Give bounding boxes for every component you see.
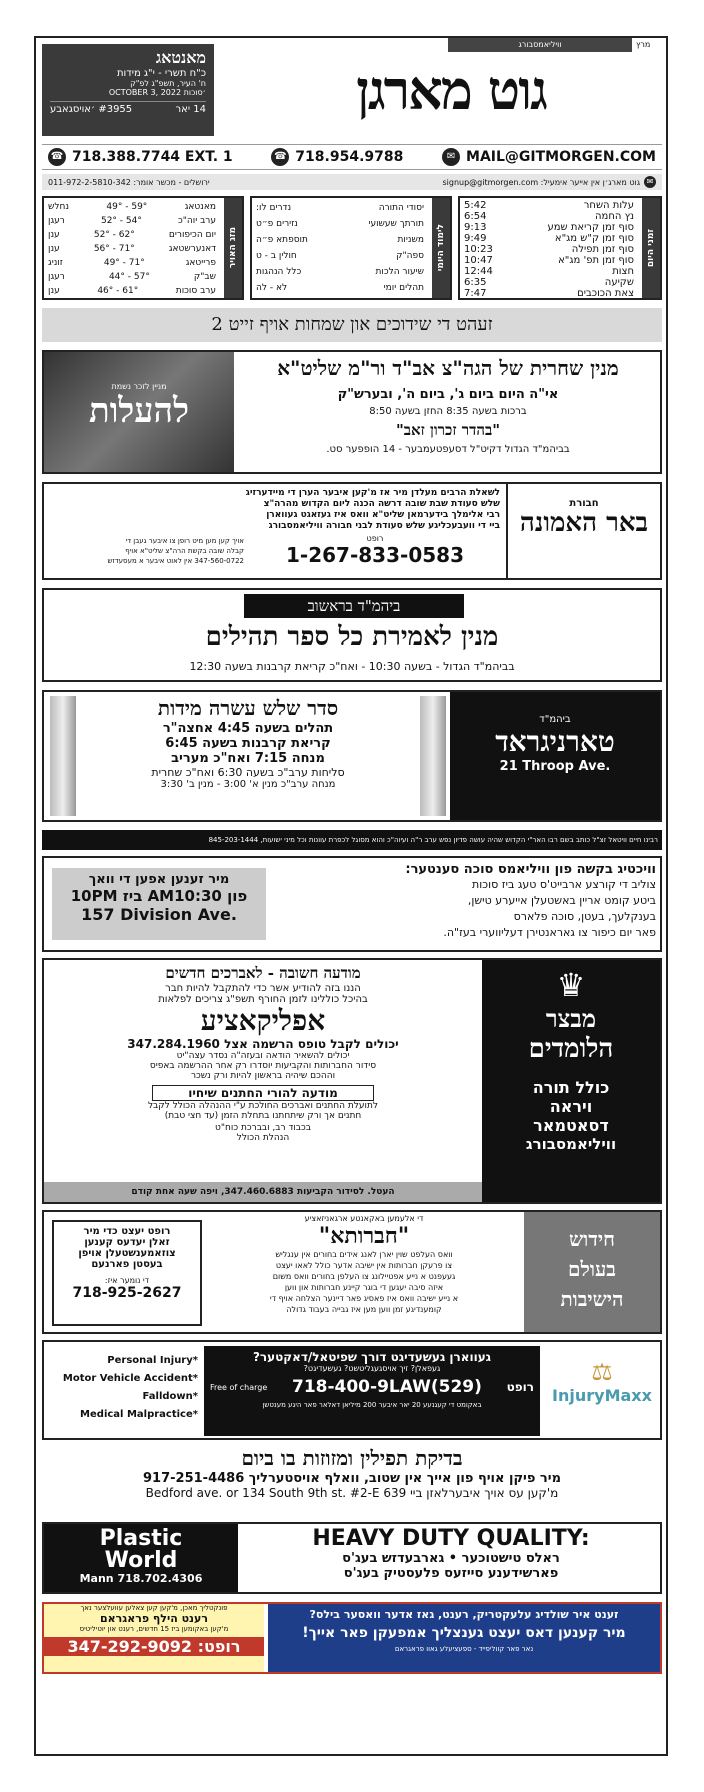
ad6-content [48, 964, 478, 1143]
ad1-logo-small: מניין לזכר נשמת [111, 382, 167, 391]
ad1-content [238, 356, 658, 455]
ad4-title: סדר שלש עשרה מידות [157, 696, 339, 720]
ad3-title: מנין לאמירת כל ספר תהילים [205, 622, 499, 652]
ad1-line4: בביהמ"ד הגדול דקיט"ל דסעפטעמבער - 14 הופפער סט. [326, 444, 570, 455]
weather-cell: נחלש [48, 202, 69, 212]
weather-cell: 54° - 52° [100, 216, 142, 226]
ad8-service1: Personal Injury* [107, 1355, 198, 1366]
weather-cell: 57° - 44° [108, 272, 150, 282]
zmanim-cell: עלות השחר [583, 200, 634, 211]
ad5-hours-line1: מיר זענען אפען די וואך [88, 872, 230, 887]
mail-icon: ✉ [644, 176, 656, 188]
ad1-title: מנין שחרית של הגה"צ אב"ד ור"מ שליט"א [277, 356, 619, 380]
ad7-line1: וואס העלפט שוין יארן לאנג אידים בחורים אין ענגליש [275, 1250, 453, 1259]
ad3-line: בביהמ"ד הגדול - בשעה 10:30 - ואח"כ קריאת קרבנות בשעה 12:30 [189, 660, 515, 673]
ad8-question: געווארן געשעדיגט דורך שפיטאל/דאקטער? [252, 1350, 492, 1364]
ad11-right-small: נאר פאר קווליפייד - ספעציעלע גאוו פראגראם [394, 1645, 534, 1653]
learning-cell: ספה"ק [396, 251, 424, 261]
weather-row [48, 242, 216, 256]
ad5-hours-box [52, 868, 266, 940]
ad2-contact-label: רופט [366, 534, 384, 543]
zmanim-row [464, 200, 634, 211]
weather-cell: ענן [48, 286, 60, 296]
weather-row [48, 270, 216, 284]
learning-cell: כלל הנהגות [256, 267, 302, 277]
phone-main[interactable]: 718.388.7744 EXT. 1 [72, 149, 233, 165]
ad7-box-label: די נומער איז: [104, 1276, 150, 1285]
ad-tarnigrad [42, 690, 662, 822]
tag: מרץ [636, 40, 651, 49]
ad4-line2: קריאת קרבנות בשעה 6:45 [165, 736, 331, 751]
learning-cell: תורתך שעשועי [368, 219, 424, 229]
learning-cell: תהלים יומי [383, 283, 424, 293]
zmanim-cell: 10:47 [464, 255, 493, 266]
ad1-line3: "בהדר זכרון זאב" [395, 421, 501, 439]
ad-tehillim [42, 588, 662, 682]
ad2-line7: 347-560-0722 אין לאוט איבער א מעסעדזש [107, 557, 244, 565]
ad6-side-line1: כולל תורה [532, 1078, 610, 1097]
ad10-logo2: World [104, 1548, 178, 1573]
zmanim-row [464, 288, 634, 299]
learning-cell: נדרים לו: [256, 203, 292, 213]
ad-minyan-shacharis [42, 350, 662, 474]
zmanim-cell: 6:35 [464, 277, 487, 288]
pidyon-strip: רבינו חיים וויטאל זצ"ל כותב בשם רבו האר"י הקדוש שהיה עושה פדיון נפש ערב ר"ה ועיוה"כ והוא מסוגל לכפרת עוונות וכל מיני ישועות, 845-203-1444 [42, 830, 662, 850]
ad7-side2: בעולם [568, 1257, 616, 1281]
ad11-right-line2: מיר קענען דאס יעצט גענצליך אמפעקן פאר אייך! [302, 1625, 626, 1641]
ad4-line1: תהלים בשעה 4:45 אחצה"ר [162, 721, 334, 736]
weather-cell: ענן [48, 230, 60, 240]
signup-email[interactable]: signup@gitmorgen.com :גוט מארג׳ן אין אייער אימעיל [442, 177, 640, 187]
crown-icon: ♛ [556, 966, 586, 1004]
ad6-intro2: בהיכל כוללינו לזמן החורף תשפ"ג צריכים לפלאות [158, 994, 368, 1005]
ad7-box-line4: בעסטן פארנעם [91, 1259, 163, 1270]
ad7-small-title: די אלעמען באקאנטע ארגאניזאציע [304, 1214, 424, 1223]
weather-cell: מאנטאג [184, 202, 216, 212]
ad2-logo-big: באר האמונה [519, 508, 649, 538]
ad1-logo-text: להעלות [88, 391, 190, 431]
zmanim-cell: 6:54 [464, 211, 487, 222]
issue-info-box [42, 44, 214, 136]
ad10-line1: ראלס טישטוכער • גארבעדזש בעג'ס [342, 1551, 560, 1566]
ad-sukkah-center [42, 856, 662, 952]
ad11-left-phone[interactable]: 347-292-9092 [67, 1637, 193, 1656]
weather-cell: זוניג [48, 258, 63, 268]
ad7-line2: צו פרעקן חברותות אין ישיבה אדער כולל לאאו יעצט [275, 1261, 453, 1270]
weather-cell: רעגן [48, 216, 65, 226]
ad10-content [244, 1526, 658, 1581]
ad7-side1: חידוש [569, 1227, 615, 1251]
ad7-box [52, 1220, 202, 1326]
ad7-box-line3: צוזאמענשטעלן אויפן [78, 1248, 176, 1259]
ad6-logo-small: מבצר [545, 1004, 597, 1033]
ad-tefillin [42, 1446, 662, 1516]
ad7-side [524, 1212, 660, 1332]
learning-row [256, 264, 424, 280]
ad5-line1: צוליב די קורצע ארבייט'ס טעג ביז סוכות [472, 878, 656, 891]
ad6-footer: העטל. לסידור הקביעות 347.460.6883, ויפה שעה אחת קודם [44, 1182, 482, 1202]
zmanim-cell: 9:49 [464, 233, 487, 244]
zmanim-cell: 12:44 [464, 266, 493, 277]
weather-cell: 71° - 49° [103, 258, 145, 268]
ad2-footnote [48, 536, 244, 566]
ad10-logo1: Plastic [99, 1526, 183, 1551]
ad6-side-line2: ויראה [549, 1097, 593, 1116]
ad8-small: באקומט די קעגנעע 20 יאר איבער 200 מיליאן דאלאר פאר היגע מענטשן [262, 1401, 482, 1409]
zmanim-cell: צאת הכוכבים [577, 288, 634, 299]
weather-box [42, 196, 244, 300]
ad6-sign2: הנהלת הכולל [236, 1133, 290, 1143]
ad6-notice1: לתועלת החתנים ואברכים החולכת ע"י ההנהלה הכולל לקבל [147, 1101, 379, 1111]
ad4-logo-big: טארניגראד [495, 725, 615, 758]
ad10-phone[interactable]: Mann 718.702.4306 [79, 1572, 203, 1585]
ad5-line3: בענקלעך, בעטן, סוכה פלארס [513, 910, 656, 923]
ad7-content [208, 1214, 520, 1315]
ad10-logo [44, 1524, 238, 1592]
zmanim-row [464, 233, 634, 244]
zmanim-row [464, 266, 634, 277]
mail-icon: ✉ [442, 148, 460, 166]
ad7-line4: איזה סיבה יעגען די בוגר קיינע חברותות און ווען [284, 1283, 444, 1292]
ad-chavrusa [42, 1210, 662, 1334]
phone-icon: ☎ [48, 148, 66, 166]
ad-mivtzar-halomdim [42, 958, 662, 1204]
ad8-contact-label: רופט [506, 1380, 534, 1394]
ad7-box-line2: זאלן יעדעס קענען [84, 1237, 170, 1248]
zmanim-table [460, 198, 638, 301]
learning-box [250, 196, 452, 300]
issue-line-3: OCTOBER 3, 2022 ׳סוכות [108, 88, 206, 97]
ad11-left [44, 1604, 264, 1672]
zmanim-cell: נץ החמה [595, 211, 634, 222]
zmanim-cell: 5:42 [464, 200, 487, 211]
ad11-left-title: רענט הילף פראגראם [99, 1612, 208, 1625]
weather-label: מזג האויר [228, 227, 238, 269]
issue-line-1: כ"ח תשרי - י"ג מידות [116, 68, 206, 79]
brand-small: וויליאמסבורג [518, 40, 562, 49]
learning-cell: חולין ב - ט [256, 251, 297, 261]
weather-cell: 61° - 46° [97, 286, 139, 296]
zmanim-cell: 9:13 [464, 222, 487, 233]
masthead-title: גוט מארגן [356, 58, 546, 122]
weather-table [44, 198, 220, 300]
learning-row [256, 280, 424, 296]
ad6-detail3: וההכם שיהיה בראשון להיות ורק נשכר [190, 1071, 336, 1081]
ad1-logo [44, 352, 234, 472]
ad2-line2: שלש סעודת שבת שובה דרשה הכנה ליום הקדוש מהרה"צ [263, 499, 500, 509]
ad2-line4: ביי די וועבעכליגע שלש סעודת לבני חבורה וויליאמסבורג [268, 521, 500, 531]
ad9-title: בדיקת תפילין ומזוזות בו ביום [241, 1446, 463, 1470]
ad7-side3: הישיבות [560, 1287, 624, 1311]
ad8-service2: Motor Vehicle Accident* [62, 1373, 198, 1384]
ad8-free: Free of charge [210, 1382, 268, 1392]
ad6-notice-title: מודעה להורי החתנים שיחיו [152, 1085, 374, 1101]
weather-cell: ערב סוכות [175, 286, 216, 296]
zmanim-row [464, 244, 634, 255]
ad6-side-line3: דסאטמאר [533, 1116, 609, 1135]
ad8-content [204, 1346, 540, 1436]
ad7-box-phone[interactable]: 718-925-2627 [72, 1285, 182, 1301]
ad8-logo [544, 1358, 660, 1405]
zmanim-cell: סוף זמן ק"ש מג"א [554, 233, 634, 244]
ad11-left-label: רופט: [197, 1637, 241, 1656]
weather-cell: 59° - 49° [106, 202, 148, 212]
shidduchim-banner[interactable]: זעהט די שידוכים און שמחות אויף זייט 2 [42, 308, 662, 342]
zmanim-row [464, 211, 634, 222]
contact-row [42, 144, 662, 170]
weather-cell: שב"ק [193, 272, 216, 282]
ad5-line4: פאר יום כיפור צו גאראנטירן דעליווערי בעז"ה. [443, 926, 656, 939]
ad5-content [280, 862, 656, 941]
zmanim-row [464, 222, 634, 233]
zmanim-row [464, 255, 634, 266]
ad11-left-small2: מ'קען באקומען ביז 15 חדשים, רענט און יוטיליטיס [79, 1625, 229, 1633]
issue-number: #3955 ׳אויסגאבע [50, 104, 133, 115]
issue-date: 14 יאר [175, 104, 206, 115]
ad8-phone[interactable]: 718-400-9LAW(529) [291, 1377, 482, 1397]
ad5-hours-line2: פון AM10:30 ביז 10PM [70, 887, 248, 905]
ad7-title: "חברותא" [318, 1223, 410, 1249]
ad4-line5: מנחה ערב"כ מנין א' 3:00 - מנין ב' 3:30 [160, 779, 336, 790]
zmanim-cell: סוף זמן תפילה [571, 244, 634, 255]
ad-rent-help [42, 1602, 662, 1674]
ad2-line1: לשאלת הרבים מעלדן מיר אז מ'קען איבער הערן די מיידערזיג [245, 488, 500, 498]
learning-cell: לא - לה [256, 283, 288, 293]
weather-cell: רעגן [48, 272, 65, 282]
ad2-phone[interactable]: 1-267-833-0583 [286, 543, 464, 567]
learning-row [256, 200, 424, 216]
ad9-line1: מיר פיקן אויף פון אייך אין שטוב, וואלף אויסטערליך 917-251-4486 [143, 1471, 561, 1486]
ad5-line2: ביטע קומט אריין באשטעלן אייערע טישן, [467, 894, 656, 907]
ad9-line2: מ'קען עס אויך איבערלאזן ביי 639 Bedford ave. or 134 South 9th st. #2-E [145, 1486, 559, 1500]
learning-cell: נזירים פ״ט [256, 219, 298, 229]
ad7-box-line1: רופט יעצט כדי מיר [83, 1226, 171, 1237]
ad1-line2: ברכות בשעה 8:35 החזן בשעה 8:50 [369, 406, 527, 417]
injury-logo-icon: ⚖ [591, 1358, 613, 1386]
ad8-logo-text: InjuryMaxx [552, 1386, 652, 1405]
brand-strip [448, 38, 632, 52]
ad8-services [48, 1352, 198, 1424]
weather-cell: ערב יוה"כ [177, 216, 216, 226]
ad1-line1: אי"ה היום ביום ג', ביום ה', ובערש"ק [337, 387, 559, 402]
ad7-line5: א נייע ישיבה וואס איז פאסיג פאר דיינער הצלחה אויף די [269, 1294, 459, 1303]
ad5-address: 157 Division Ave. [81, 905, 237, 924]
email-link[interactable]: MAIL@GITMORGEN.COM [466, 149, 656, 165]
zmanim-label: זמני היום [646, 228, 656, 268]
learning-label: לימוד היומי [436, 224, 446, 272]
weather-row [48, 256, 216, 270]
ad10-headline: HEAVY DUTY QUALITY: [312, 1526, 590, 1551]
learning-cell: שיעור הלכות [375, 267, 424, 277]
ad2-line3: רבי אלימלך בידערמאן שליט"א וואס איז געזאגט געווארן [266, 510, 500, 520]
issue-day: מאנטאג [155, 48, 206, 67]
ad11-left-small: פונקטליך מאכן, מ'קען קען צאלען עוועלצער נאך [80, 1604, 228, 1612]
issue-line-2: ח' העיר, תשפ"ג לפ"ק [130, 79, 206, 88]
ad2-logo-small: חבורת [569, 498, 599, 509]
pillar-left [50, 696, 76, 816]
zmanim-row [464, 277, 634, 288]
phone-icon: ☎ [271, 148, 289, 166]
zmanim-cell: שקיעה [604, 277, 634, 288]
ad2-line6: קבלה שובה בקשת הרה"צ שליט"א אויף [125, 547, 244, 555]
learning-row [256, 216, 424, 232]
ad10-line2: פארשידענע סייזעס פלעסטיק בעג'ס [343, 1566, 559, 1581]
ad6-sign1: בכבוד רב, ובברכת כוח"ט [215, 1123, 311, 1133]
weather-cell: ענן [48, 244, 60, 254]
phone-secondary[interactable]: 718.954.9788 [295, 149, 404, 165]
zmanim-cell: סוף זמן קריאת שמע [547, 222, 634, 233]
learning-row [256, 232, 424, 248]
ad7-line3: געעפנט א נייע אפטיילונג צו העלפן בחורים וואס משום [272, 1272, 456, 1281]
pillar-right [420, 696, 446, 816]
zmanim-cell: חצות [612, 266, 634, 277]
ad4-line4: סליחות ערב"כ בשעה 6:30 ואח"כ שחרית [151, 766, 345, 779]
weather-cell: דאנערשטאג [168, 244, 216, 254]
zmanim-box [458, 196, 662, 300]
signup-row [42, 174, 662, 190]
weather-cell: 62° - 52° [93, 230, 135, 240]
zmanim-cell: 7:47 [464, 288, 487, 299]
weather-row [48, 214, 216, 228]
ad6-logo [482, 960, 660, 1202]
ad4-line3: מנחה 7:15 ואח"כ מעריב [171, 751, 325, 766]
israel-phone: 011-972-2-5810-342 :ירושלים - מכשר אומר [48, 177, 210, 187]
ad2-content [48, 488, 500, 532]
weather-row [48, 284, 216, 298]
ad11-right [268, 1604, 660, 1672]
ad4-logo [450, 692, 660, 820]
learning-cell: משניות [397, 235, 424, 245]
ad4-address: 21 Throop Ave. [499, 759, 611, 774]
zmanim-cell: 10:23 [464, 244, 493, 255]
ad6-intro1: הננו בזה להודיע אשר כדי להתקבל להיות חבר [165, 983, 361, 994]
ad6-detail2: סידור החברותות והקביעות יוסדרו רק אחר ההרשמה באפיס [149, 1061, 377, 1071]
ad7-line6: קומענדיגע זמן ווען מען איז גבייה בעבוד גדולה [286, 1305, 442, 1314]
ad8-service3: Falldown* [142, 1391, 198, 1402]
ad4-logo-small: ביהמ"ד [539, 714, 571, 725]
ad2-logo [506, 484, 660, 578]
weather-cell: יום הכיפורים [168, 230, 216, 240]
ad6-title: אפליקאציע [200, 1004, 326, 1037]
ad5-title: וויכטיג בקשה פון וויליאמס סוכה סענטער: [405, 862, 656, 877]
weather-row [48, 200, 216, 214]
ad6-detail1: יכולים להשאיר הודאה ובעזה"ה נסדר עצה"יט [176, 1051, 350, 1061]
ad2-line5: אויך קען מען מיט רופן צו איבער געבן די [125, 537, 244, 545]
learning-table [252, 198, 428, 298]
weather-cell: פרייטאג [185, 258, 216, 268]
ad8-service4: Medical Malpractice* [80, 1409, 198, 1420]
ad-plastic-world [42, 1522, 662, 1594]
ad-injurymaxx [42, 1340, 662, 1440]
weather-row [48, 228, 216, 242]
ad6-phone-line[interactable]: יכולים לקבל טופס הרשמה אצל 347.284.1960 [127, 1037, 399, 1051]
ad6-head: מודעה חשובה - לאברכים חדשים [165, 964, 361, 982]
learning-cell: יסודי התורה [378, 203, 424, 213]
ad2-contact [250, 534, 500, 567]
newsletter-page [34, 36, 668, 1756]
ad3-tag: ביהמ"ד בראשוב [244, 594, 464, 618]
weather-cell: 71° - 56° [93, 244, 135, 254]
ad6-notice2: חתנים אך ורק שיתחתנו בתחלת הזמן (עד חצי טבת) [164, 1111, 362, 1121]
learning-row [256, 248, 424, 264]
ad8-sub: געפאלן? זיך אויסגעגליטשט? געשעדיגט? [303, 1364, 441, 1373]
ad11-right-line1: זענט איר שולדיג עלעקטריק, רענט, גאז אדער וואסער בילס? [309, 1608, 619, 1621]
learning-cell: תוספתא פ״ה [256, 235, 308, 245]
zmanim-cell: סוף זמן תפ' מג"א [558, 255, 634, 266]
ad6-side-line4: וויליאמסבורג [525, 1135, 617, 1153]
ad6-logo-big: הלומדים [528, 1034, 614, 1064]
ad-beer-haemuna [42, 482, 662, 580]
ad4-content [78, 696, 418, 790]
